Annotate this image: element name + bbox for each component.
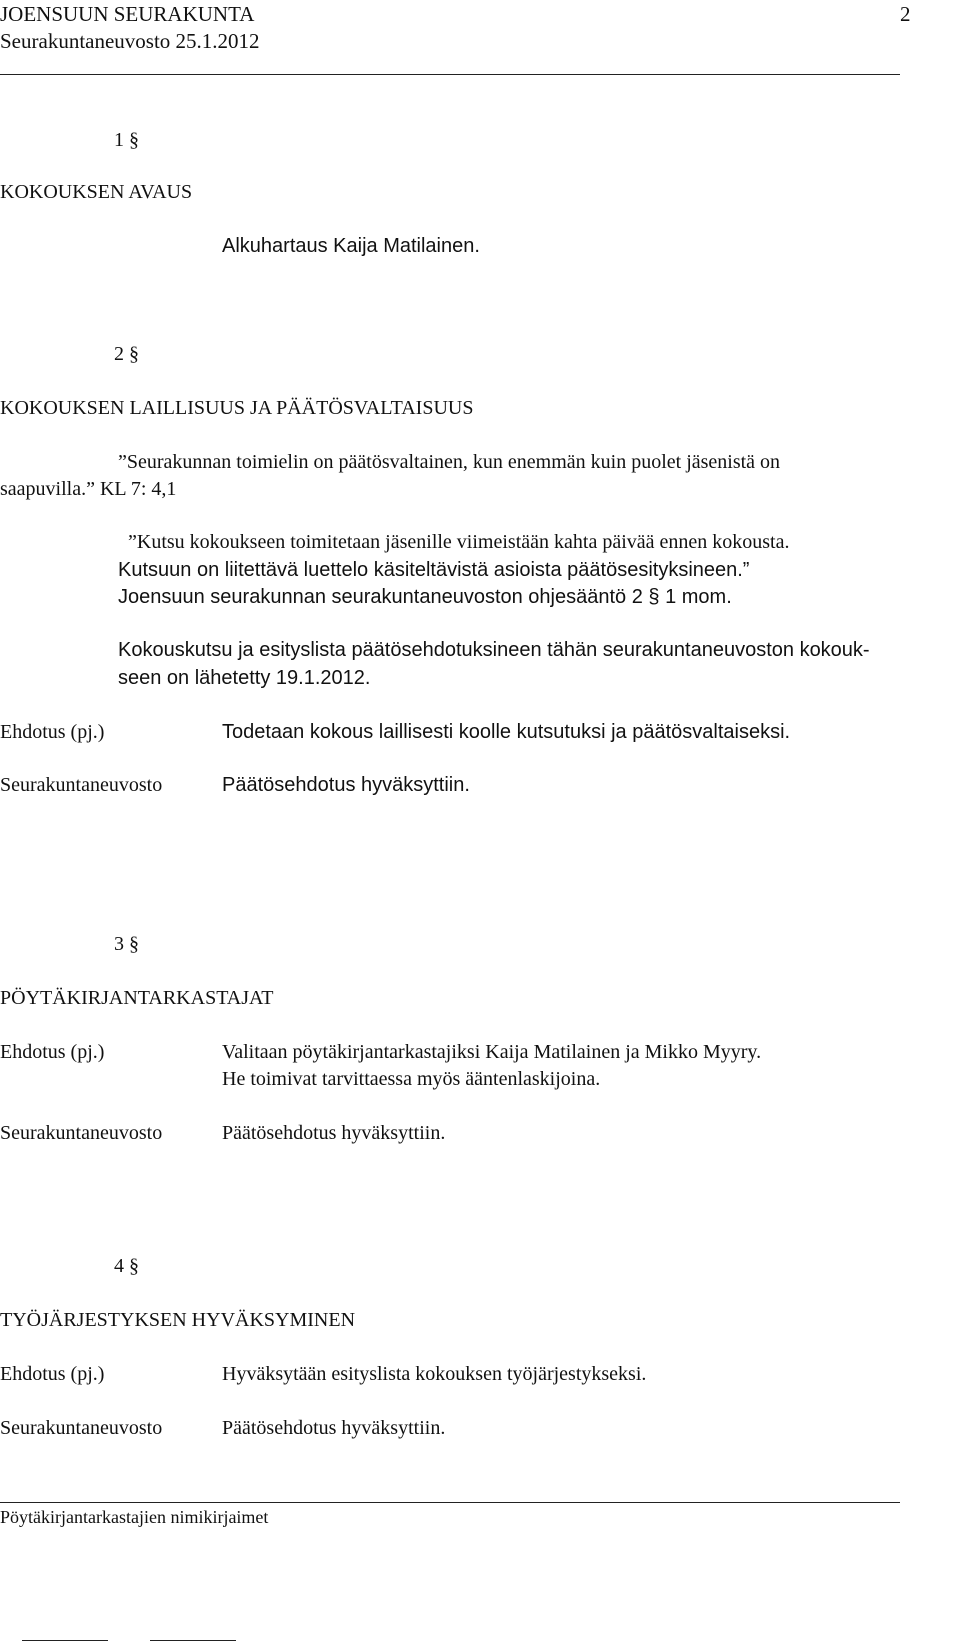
section-3-proposal-label: Ehdotus (pj.) <box>0 1041 105 1063</box>
section-3-title: PÖYTÄKIRJANTARKASTAJAT <box>0 987 274 1009</box>
footer-label: Pöytäkirjantarkastajien nimikirjaimet <box>0 1507 269 1527</box>
section-3-decision-label: Seurakuntaneuvosto <box>0 1122 163 1144</box>
section-3-proposal-line1: Valitaan pöytäkirjantarkastajiksi Kaija Matilainen ja Mikko Myyry. <box>222 1041 762 1063</box>
section-4-proposal-text: Hyväksytään esityslista kokouksen työjärjestykseksi. <box>222 1363 647 1385</box>
section-1-text: Alkuhartaus Kaija Matilainen. <box>222 235 480 257</box>
section-3-decision-text: Päätösehdotus hyväksyttiin. <box>222 1122 446 1144</box>
header-org: JOENSUUN SEURAKUNTA <box>0 2 255 26</box>
header-subtitle: Seurakuntaneuvosto 25.1.2012 <box>0 29 260 53</box>
header-rule <box>0 74 900 75</box>
section-4-decision-text: Päätösehdotus hyväksyttiin. <box>222 1417 446 1439</box>
section-4-number: 4 § <box>114 1255 139 1277</box>
section-1-title: KOKOUKSEN AVAUS <box>0 181 193 203</box>
section-2-note-line1: Kokouskutsu ja esityslista päätösehdotuksineen tähän seurakuntaneuvoston kokouk- <box>118 639 870 661</box>
section-1-number: 1 § <box>114 129 139 151</box>
section-2-title: KOKOUKSEN LAILLISUUS JA PÄÄTÖSVALTAISUUS <box>0 397 474 419</box>
section-4-proposal-label: Ehdotus (pj.) <box>0 1363 105 1385</box>
section-3-number: 3 § <box>114 933 139 955</box>
page-number: 2 <box>900 2 911 26</box>
section-2-decision-text: Päätösehdotus hyväksyttiin. <box>222 774 470 796</box>
section-4-decision-label: Seurakuntaneuvosto <box>0 1417 163 1439</box>
section-2-note-line2: seen on lähetetty 19.1.2012. <box>118 667 371 689</box>
section-2-decision-label: Seurakuntaneuvosto <box>0 774 163 796</box>
section-2-proposal-text: Todetaan kokous laillisesti koolle kutsutuksi ja päätösvaltaiseksi. <box>222 721 791 743</box>
section-2-quote1-line1: ”Seurakunnan toimielin on päätösvaltainen, kun enemmän kuin puolet jäsenistä on <box>118 451 781 473</box>
section-2-quote2-line1: ”Kutsu kokoukseen toimitetaan jäsenille viimeistään kahta päivää ennen kokousta. <box>128 531 790 553</box>
section-2-quote2-line2: Kutsuun on liitettävä luettelo käsiteltävistä asioista päätösesityksineen.” <box>118 559 750 581</box>
initials-line-1 <box>22 1640 108 1641</box>
section-2-proposal-label: Ehdotus (pj.) <box>0 721 105 743</box>
section-2-quote1-line2: saapuvilla.” KL 7: 4,1 <box>0 478 177 500</box>
section-3-proposal-line2: He toimivat tarvittaessa myös ääntenlaskijoina. <box>222 1068 601 1090</box>
initials-line-2 <box>150 1640 236 1641</box>
footer-rule <box>0 1502 900 1503</box>
section-2-quote2-line3: Joensuun seurakunnan seurakuntaneuvoston ohjesääntö 2 § 1 mom. <box>118 586 732 608</box>
section-2-number: 2 § <box>114 343 139 365</box>
section-4-title: TYÖJÄRJESTYKSEN HYVÄKSYMINEN <box>0 1309 356 1331</box>
